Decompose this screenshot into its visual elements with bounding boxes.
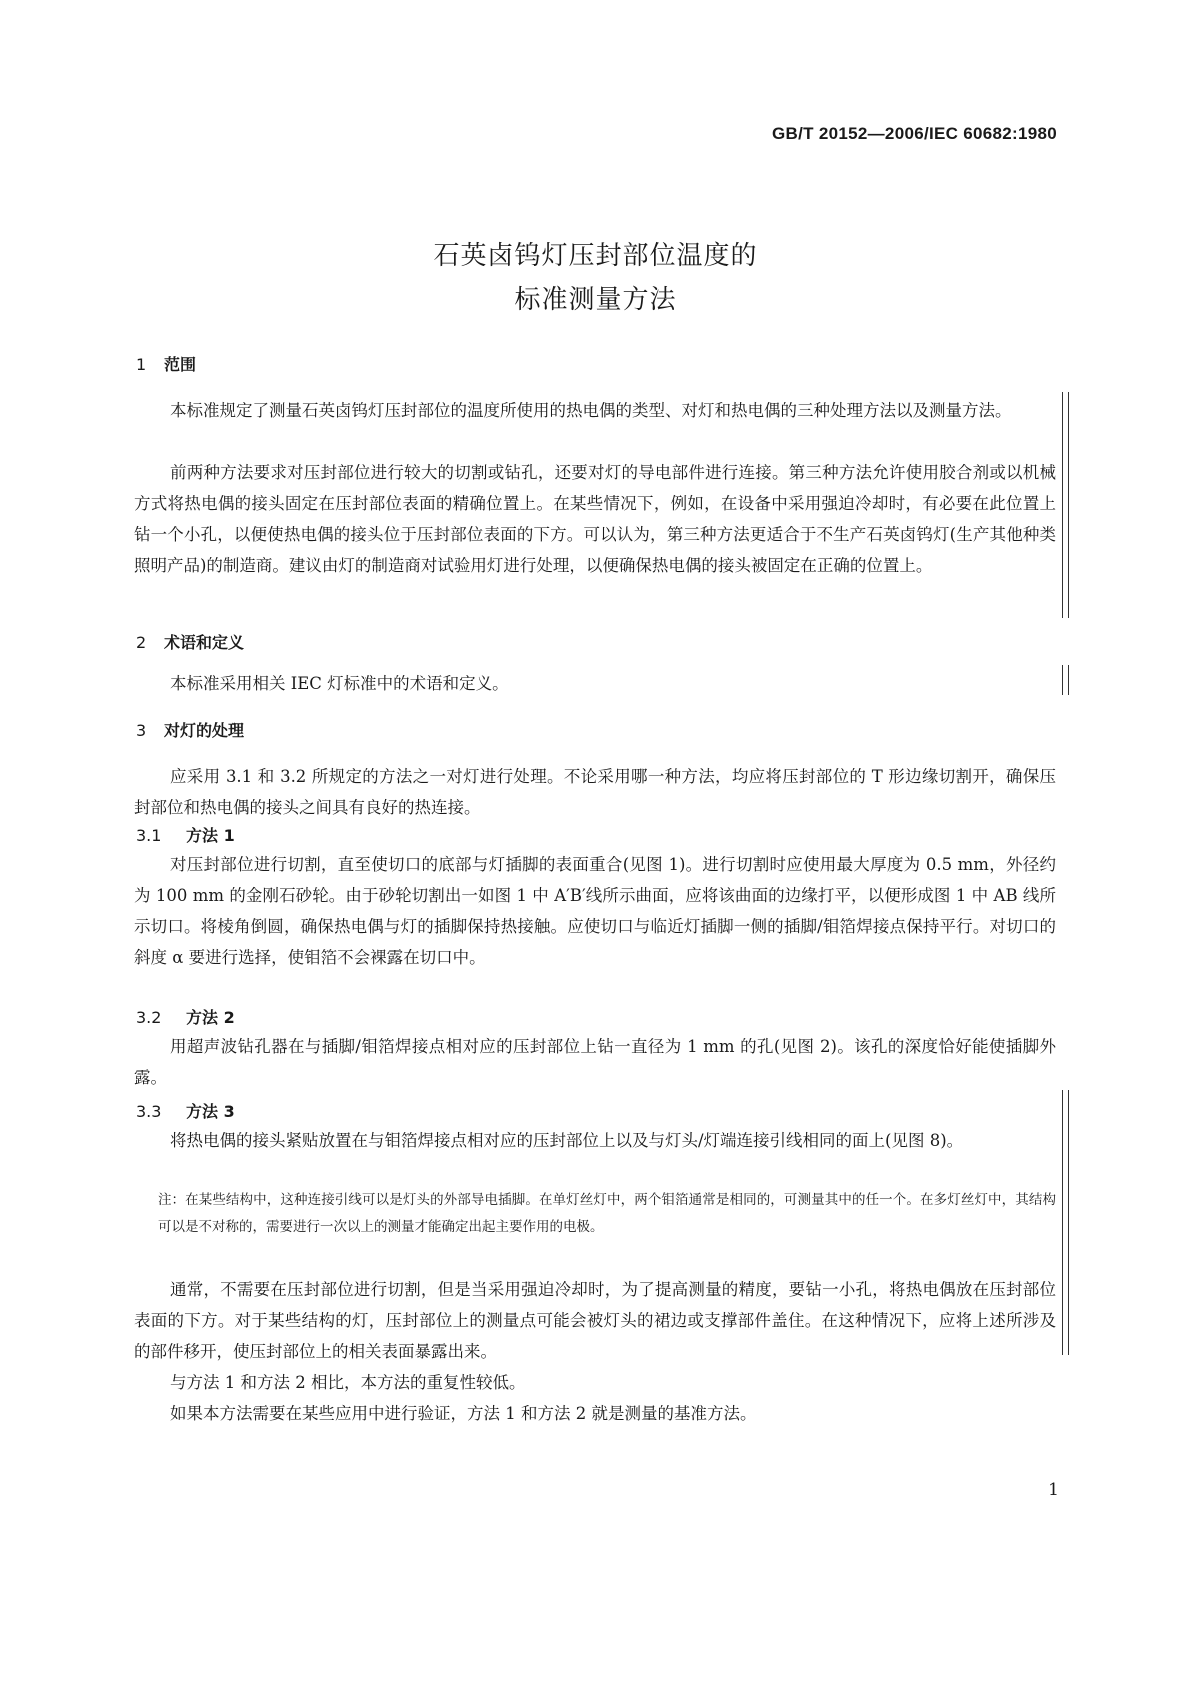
title-line-1: 石英卤钨灯压封部位温度的: [433, 241, 758, 271]
section-number: 3: [136, 721, 147, 740]
subsection-3-3-paragraph-3: 与方法 1 和方法 2 相比，本方法的重复性较低。: [170, 1373, 526, 1392]
subsection-title: 方法 1: [186, 826, 235, 845]
section-1-paragraph-1: 本标准规定了测量石英卤钨灯压封部位的温度所使用的热电偶的类型、对灯和热电偶的三种处理方法以及测量方法。: [170, 401, 1012, 420]
subsection-3-2-heading: [136, 1005, 235, 1028]
section-title: 对灯的处理: [164, 721, 245, 740]
subsection-3-1-paragraph: 对压封部位进行切割，直至使切口的底部与灯插脚的表面重合(见图 1)。进行切割时应使用最大厚度为 0.5 mm，外径约为 100 mm 的金刚石砂轮。由于砂轮切割出一如图 1 中 A′B′线所示曲面，应将该曲面的边缘打平，以便形成图 1 中 AB 线所示切口。将棱角倒圆，确保热电偶与灯的插脚保持热接触。应使切口与临近灯插脚一侧的插脚/钼箔焊接点保持平行。对切口的斜度 α 要进行选择，使钼箔不会裸露在切口中。: [134, 855, 1056, 967]
title-line-2: 标准测量方法: [514, 285, 677, 315]
subsection-3-3-heading: [136, 1099, 235, 1122]
subsection-number: 3.1: [136, 826, 162, 845]
page-number: 1: [1048, 1480, 1059, 1500]
subsection-number: 3.3: [136, 1102, 162, 1121]
subsection-title: 方法 3: [186, 1102, 235, 1121]
section-2-heading: [136, 630, 244, 653]
subsection-number: 3.2: [136, 1008, 162, 1027]
note-text: 在某些结构中，这种连接引线可以是灯头的外部导电插脚。在单灯丝灯中，两个钼箔通常是相同的，可测量其中的任一个。在多灯丝灯中，其结构可以是不对称的，需要进行一次以上的测量才能确定出起主要作用的电极。: [158, 1192, 1056, 1235]
subsection-3-3-paragraph-2: 通常，不需要在压封部位进行切割，但是当采用强迫冷却时，为了提高测量的精度，要钻一小孔，将热电偶放在压封部位表面的下方。对于某些结构的灯，压封部位上的测量点可能会被灯头的裙边或支撑部件盖住。在这种情况下，应将上述所涉及的部件移开，使压封部位上的相关表面暴露出来。: [134, 1280, 1056, 1361]
section-1-paragraph-2: 前两种方法要求对压封部位进行较大的切割或钻孔，还要对灯的导电部件进行连接。第三种方法允许使用胶合剂或以机械方式将热电偶的接头固定在压封部位表面的精确位置上。在某些情况下，例如，在设备中采用强迫冷却时，有必要在此位置上钻一个小孔，以便使热电偶的接头位于压封部位表面的下方。可以认为，第三种方法更适合于不生产石英卤钨灯(生产其他种类照明产品)的制造商。建议由灯的制造商对试验用灯进行处理，以便确保热电偶的接头被固定在正确的位置上。: [134, 463, 1056, 575]
section-2-paragraph-1: 本标准采用相关 IEC 灯标准中的术语和定义。: [170, 674, 509, 693]
section-title: 术语和定义: [164, 633, 245, 652]
subsection-title: 方法 2: [186, 1008, 235, 1027]
section-number: 2: [136, 633, 147, 652]
subsection-3-3-paragraph-4: 如果本方法需要在某些应用中进行验证，方法 1 和方法 2 就是测量的基准方法。: [170, 1404, 757, 1423]
change-bar: [1062, 1090, 1069, 1355]
subsection-3-1-heading: [136, 823, 235, 846]
note: [158, 1187, 1056, 1241]
section-1-heading: [136, 352, 196, 375]
note-label: 注：: [158, 1192, 185, 1208]
section-3-heading: [136, 718, 244, 741]
section-title: 范围: [164, 355, 197, 374]
document-title: [0, 234, 1191, 322]
standard-code: GB/T 20152—2006/IEC 60682:1980: [772, 124, 1057, 143]
section-number: 1: [136, 355, 147, 374]
change-bar: [1062, 665, 1069, 695]
subsection-3-2-paragraph: 用超声波钻孔器在与插脚/钼箔焊接点相对应的压封部位上钻一直径为 1 mm 的孔(见图 2)。该孔的深度恰好能使插脚外露。: [134, 1037, 1056, 1087]
subsection-3-3-paragraph-1: 将热电偶的接头紧贴放置在与钼箔焊接点相对应的压封部位上以及与灯头/灯端连接引线相同的面上(见图 8)。: [170, 1131, 964, 1150]
change-bar: [1062, 392, 1069, 618]
section-3-paragraph-1: 应采用 3.1 和 3.2 所规定的方法之一对灯进行处理。不论采用哪一种方法，均应将压封部位的 T 形边缘切割开，确保压封部位和热电偶的接头之间具有良好的热连接。: [134, 767, 1056, 817]
